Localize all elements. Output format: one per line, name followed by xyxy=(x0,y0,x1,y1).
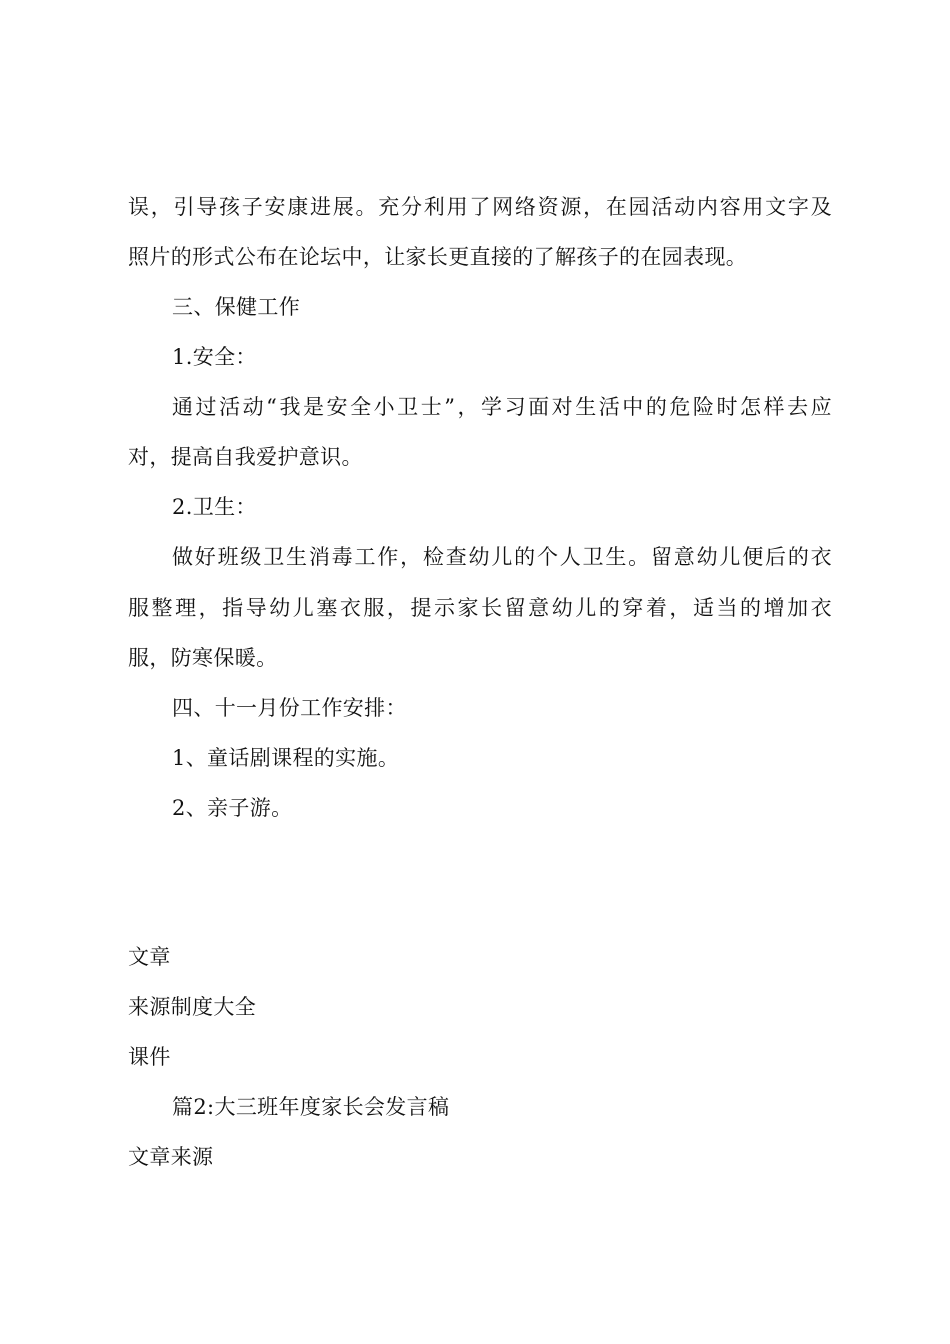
paragraph-line: 服整理，指导幼儿塞衣服，提示家长留意幼儿的穿着，适当的增加衣 xyxy=(128,596,832,620)
paragraph-line: 做好班级卫生消毒工作，检查幼儿的个人卫生。留意幼儿便后的衣 xyxy=(172,545,832,569)
paragraph-line: 误，引导孩子安康进展。充分利用了网络资源，在园活动内容用文字及 xyxy=(128,195,832,219)
source-text: 文章 xyxy=(128,945,171,969)
paragraph-line: 对，提高自我爱护意识。 xyxy=(128,445,363,469)
list-item: 1、童话剧课程的实施。 xyxy=(172,746,400,770)
source-text: 文章来源 xyxy=(128,1145,214,1169)
paragraph-line: 照片的形式公布在论坛中，让家长更直接的了解孩子的在园表现。 xyxy=(128,245,748,269)
paragraph-line: 服，防寒保暖。 xyxy=(128,646,278,670)
subsection-heading: 2.卫生： xyxy=(172,495,257,519)
section-heading: 三、保健工作 xyxy=(172,295,301,319)
source-text: 课件 xyxy=(128,1045,171,1069)
source-text: 来源制度大全 xyxy=(128,995,257,1019)
list-item: 2、亲子游。 xyxy=(172,796,293,820)
section-heading: 四、十一月份工作安排： xyxy=(172,696,407,720)
subsection-heading: 1.安全： xyxy=(172,345,257,369)
article-title: 篇2:大三班年度家长会发言稿 xyxy=(172,1095,450,1119)
paragraph-line: 通过活动“我是安全小卫士”，学习面对生活中的危险时怎样去应 xyxy=(172,395,832,419)
